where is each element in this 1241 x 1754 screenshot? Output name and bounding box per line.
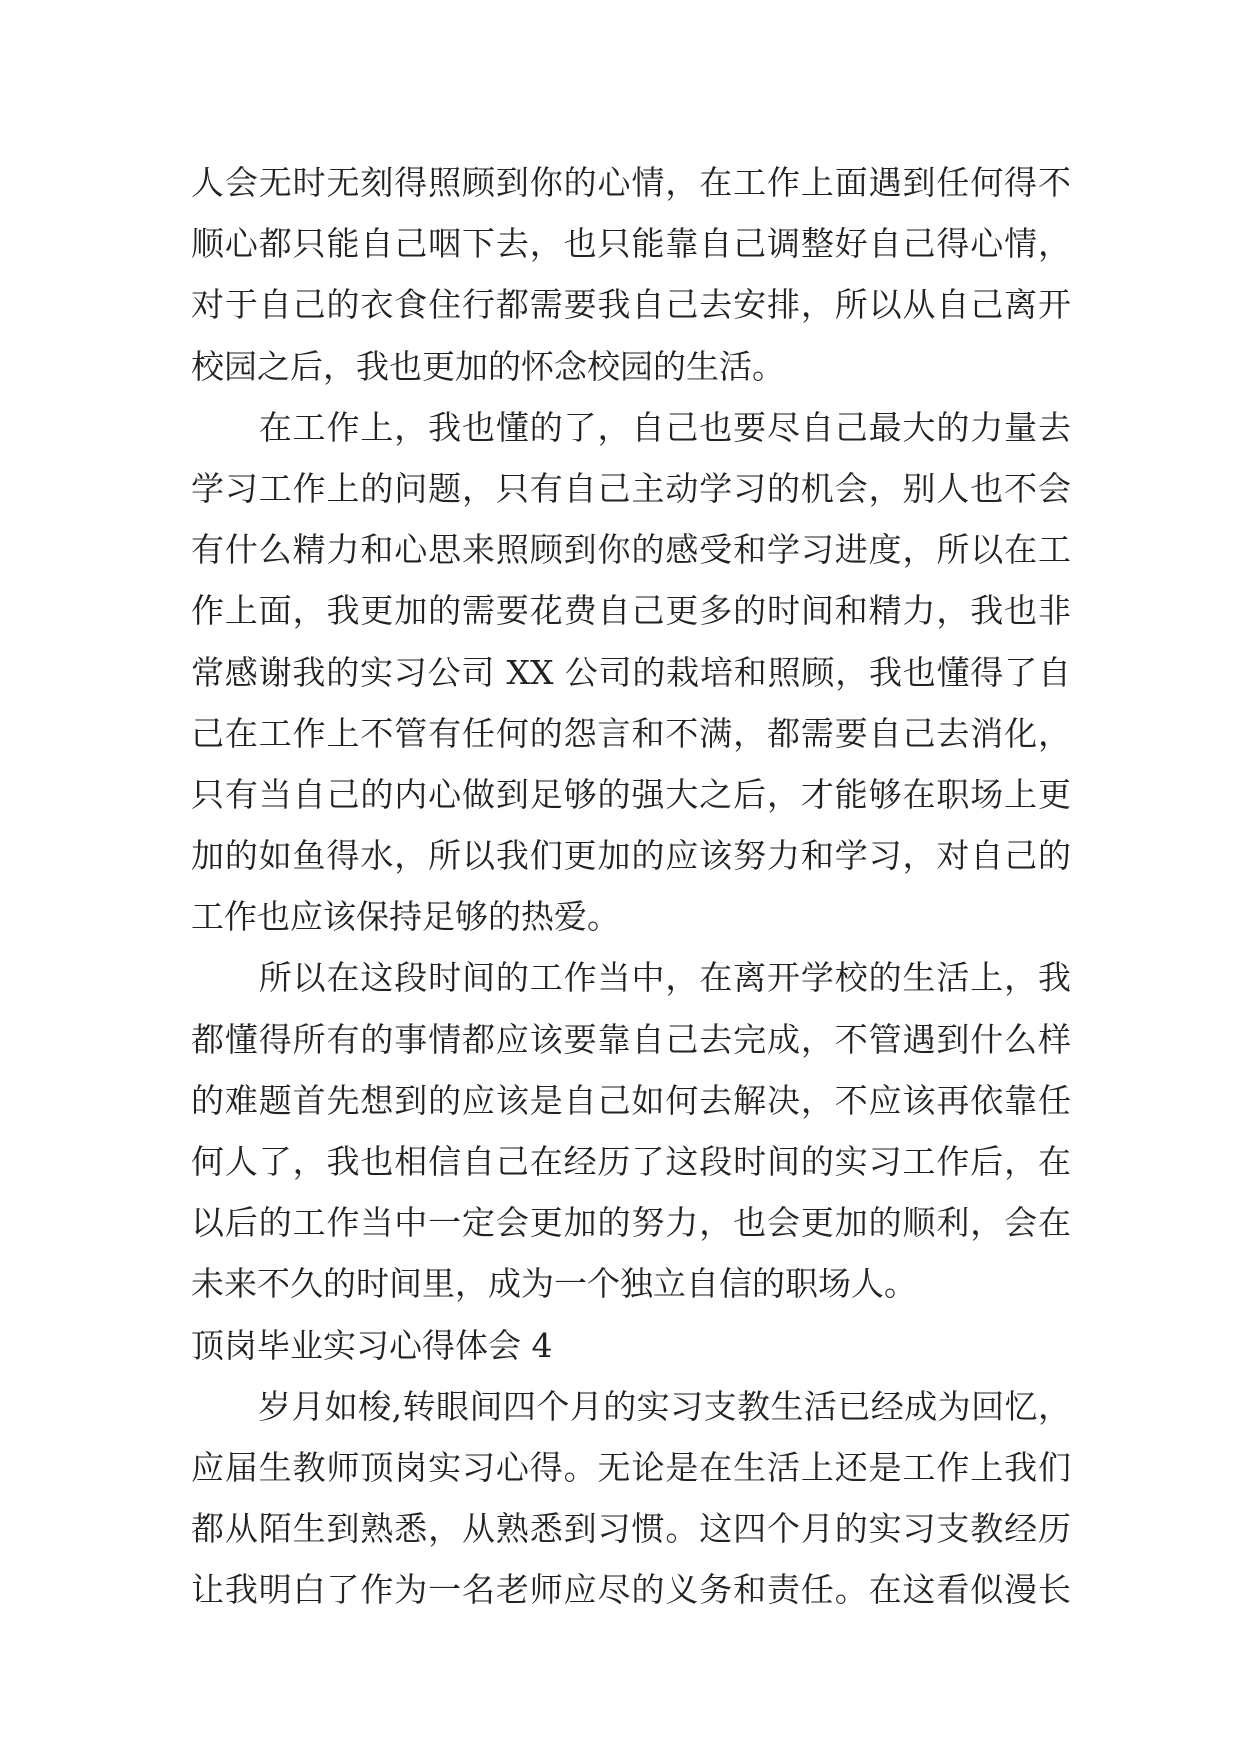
text-line: 所以在这段时间的工作当中，在离开学校的生活上，我 — [191, 958, 1071, 998]
text-line: 顺心都只能自己咽下去，也只能靠自己调整好自己得心情， — [191, 224, 1071, 264]
text-line: 都懂得所有的事情都应该要靠自己去完成，不管遇到什么样 — [191, 1019, 1071, 1059]
section-heading: 顶岗毕业实习心得体会 4 — [191, 1325, 553, 1365]
text-line: 常感谢我的实习公司 XX 公司的栽培和照顾，我也懂得了自 — [191, 652, 1071, 692]
text-line: 都从陌生到熟悉，从熟悉到习惯。这四个月的实习支教经历 — [191, 1509, 1071, 1549]
text-line: 人会无时无刻得照顾到你的心情，在工作上面遇到任何得不 — [191, 163, 1071, 202]
text-line: 岁月如梭,转眼间四个月的实习支教生活已经成为回忆， — [191, 1386, 1071, 1426]
text-line: 有什么精力和心思来照顾到你的感受和学习进度，所以在工 — [191, 530, 1071, 570]
text-line: 加的如鱼得水，所以我们更加的应该努力和学习，对自己的 — [191, 836, 1071, 876]
text-line: 工作也应该保持足够的热爱。 — [191, 897, 620, 937]
text-line: 在工作上，我也懂的了，自己也要尽自己最大的力量去 — [191, 407, 1071, 447]
text-line: 何人了，我也相信自己在经历了这段时间的实习工作后，在 — [191, 1142, 1071, 1181]
document-body — [191, 152, 1071, 1621]
text-line: 学习工作上的问题，只有自己主动学习的机会，别人也不会 — [191, 468, 1071, 508]
text-line: 只有当自己的内心做到足够的强大之后，才能够在职场上更 — [191, 774, 1071, 814]
text-line: 作上面，我更加的需要花费自己更多的时间和精力，我也非 — [191, 591, 1071, 631]
text-line: 对于自己的衣食住行都需要我自己去安排，所以从自己离开 — [191, 285, 1071, 325]
text-line: 让我明白了作为一名老师应尽的义务和责任。在这看似漫长 — [191, 1570, 1071, 1610]
text-line: 己在工作上不管有任何的怨言和不满，都需要自己去消化， — [191, 713, 1071, 753]
text-line: 应届生教师顶岗实习心得。无论是在生活上还是工作上我们 — [191, 1447, 1071, 1487]
text-line: 未来不久的时间里，成为一个独立自信的职场人。 — [191, 1264, 917, 1304]
text-line: 的难题首先想到的应该是自己如何去解决，不应该再依靠任 — [191, 1080, 1071, 1120]
text-line: 以后的工作当中一定会更加的努力，也会更加的顺利，会在 — [191, 1203, 1071, 1243]
text-line: 校园之后，我也更加的怀念校园的生活。 — [191, 346, 785, 386]
